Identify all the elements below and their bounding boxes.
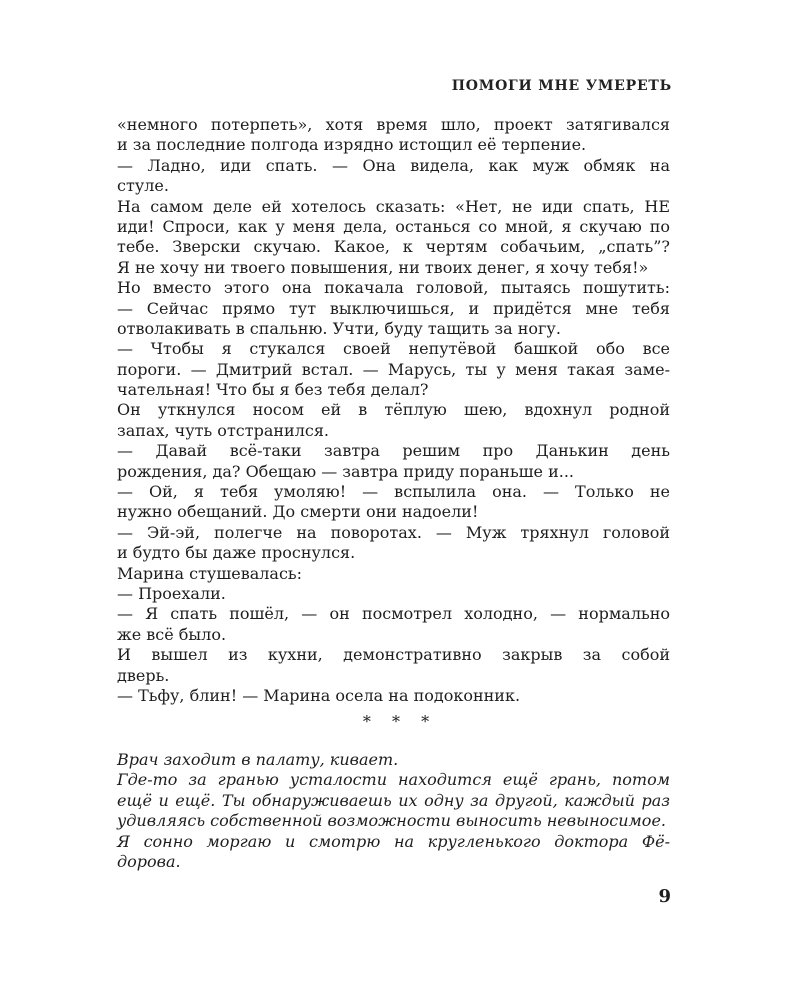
body-line: пороги. — Дмитрий встал. — Марусь, ты у меня такая заме- [117, 359, 670, 379]
italic-line: Врач заходит в палату, кивает. [117, 750, 399, 769]
body-line: — Ладно, иди спать. — Она видела, как муж обмяк на [117, 155, 670, 175]
body-line: дверь. [117, 665, 170, 685]
body-line: — Тьфу, блин! — Марина осела на подоконник. [117, 685, 521, 705]
body-line: и за последние полгода изрядно истощил её терпение. [117, 135, 587, 155]
italic-text [117, 750, 670, 872]
body-line: Я не хочу ни твоего повышения, ни твоих денег, я хочу тебя!» [117, 257, 649, 277]
body-line: Но вместо этого она покачала головой, пытаясь пошутить: [117, 278, 670, 298]
body-line: чательная! Что бы я без тебя делал? [117, 380, 429, 400]
body-line: Он уткнулся носом ей в тёплую шею, вдохнул родной [117, 400, 670, 420]
section-separator: * * * [362, 712, 438, 731]
italic-line: ещё и ещё. Ты обнаруживаешь их одну за другой, каждый раз [117, 790, 670, 810]
body-line: И вышел из кухни, демонстративно закрыв за собой [117, 645, 670, 665]
italic-line: дорова. [117, 851, 181, 871]
body-line: — Ой, я тебя умоляю! — вспылила она. — Только не [117, 482, 670, 502]
body-line: запах, чуть отстранился. [117, 420, 330, 440]
body-line: иди! Спроси, как у меня дела, останься со мной, я скучаю по [117, 216, 670, 236]
italic-line: удивляясь собственной возможности выносить невыносимое. [117, 811, 666, 831]
body-line: На самом деле ей хотелось сказать: «Нет, не иди спать, НЕ [117, 196, 670, 216]
running-header: ПОМОГИ МНЕ УМЕРЕТЬ [451, 78, 672, 94]
page-number: 9 [658, 886, 671, 907]
italic-line: Где-то за гранью усталости находится ещё грань, потом [117, 770, 670, 790]
body-line: нужно обещаний. До смерти они надоели! [117, 502, 479, 522]
body-line: — Я спать пошёл, — он посмотрел холодно, — нормально [117, 604, 670, 624]
body-line: же всё было. [117, 624, 227, 644]
body-line: «немного потерпеть», хотя время шло, проект затягивался [117, 115, 670, 134]
body-line: отволакивать в спальню. Учти, буду тащить за ногу. [117, 318, 561, 338]
body-line: и будто бы даже проснулся. [117, 543, 356, 563]
main-text [117, 115, 670, 706]
body-line: — Чтобы я стукался своей непутёвой башкой обо все [117, 339, 670, 359]
body-line: — Давай всё-таки завтра решим про Данькин день [117, 441, 670, 461]
body-line: — Проехали. [117, 583, 226, 603]
body-line: — Сейчас прямо тут выключишься, и придётся мне тебя [117, 298, 670, 318]
body-line: Марина стушевалась: [117, 563, 302, 583]
italic-line: Я сонно моргаю и смотрю на кругленького доктора Фё- [117, 831, 670, 851]
body-line: рождения, да? Обещаю — завтра приду пораньше и... [117, 461, 575, 481]
body-line: тебе. Зверски скучаю. Какое, к чертям собачьим, „спать”? [117, 237, 670, 257]
body-line: стуле. [117, 176, 169, 196]
body-line: — Эй-эй, полегче на поворотах. — Муж тряхнул головой [117, 522, 670, 542]
